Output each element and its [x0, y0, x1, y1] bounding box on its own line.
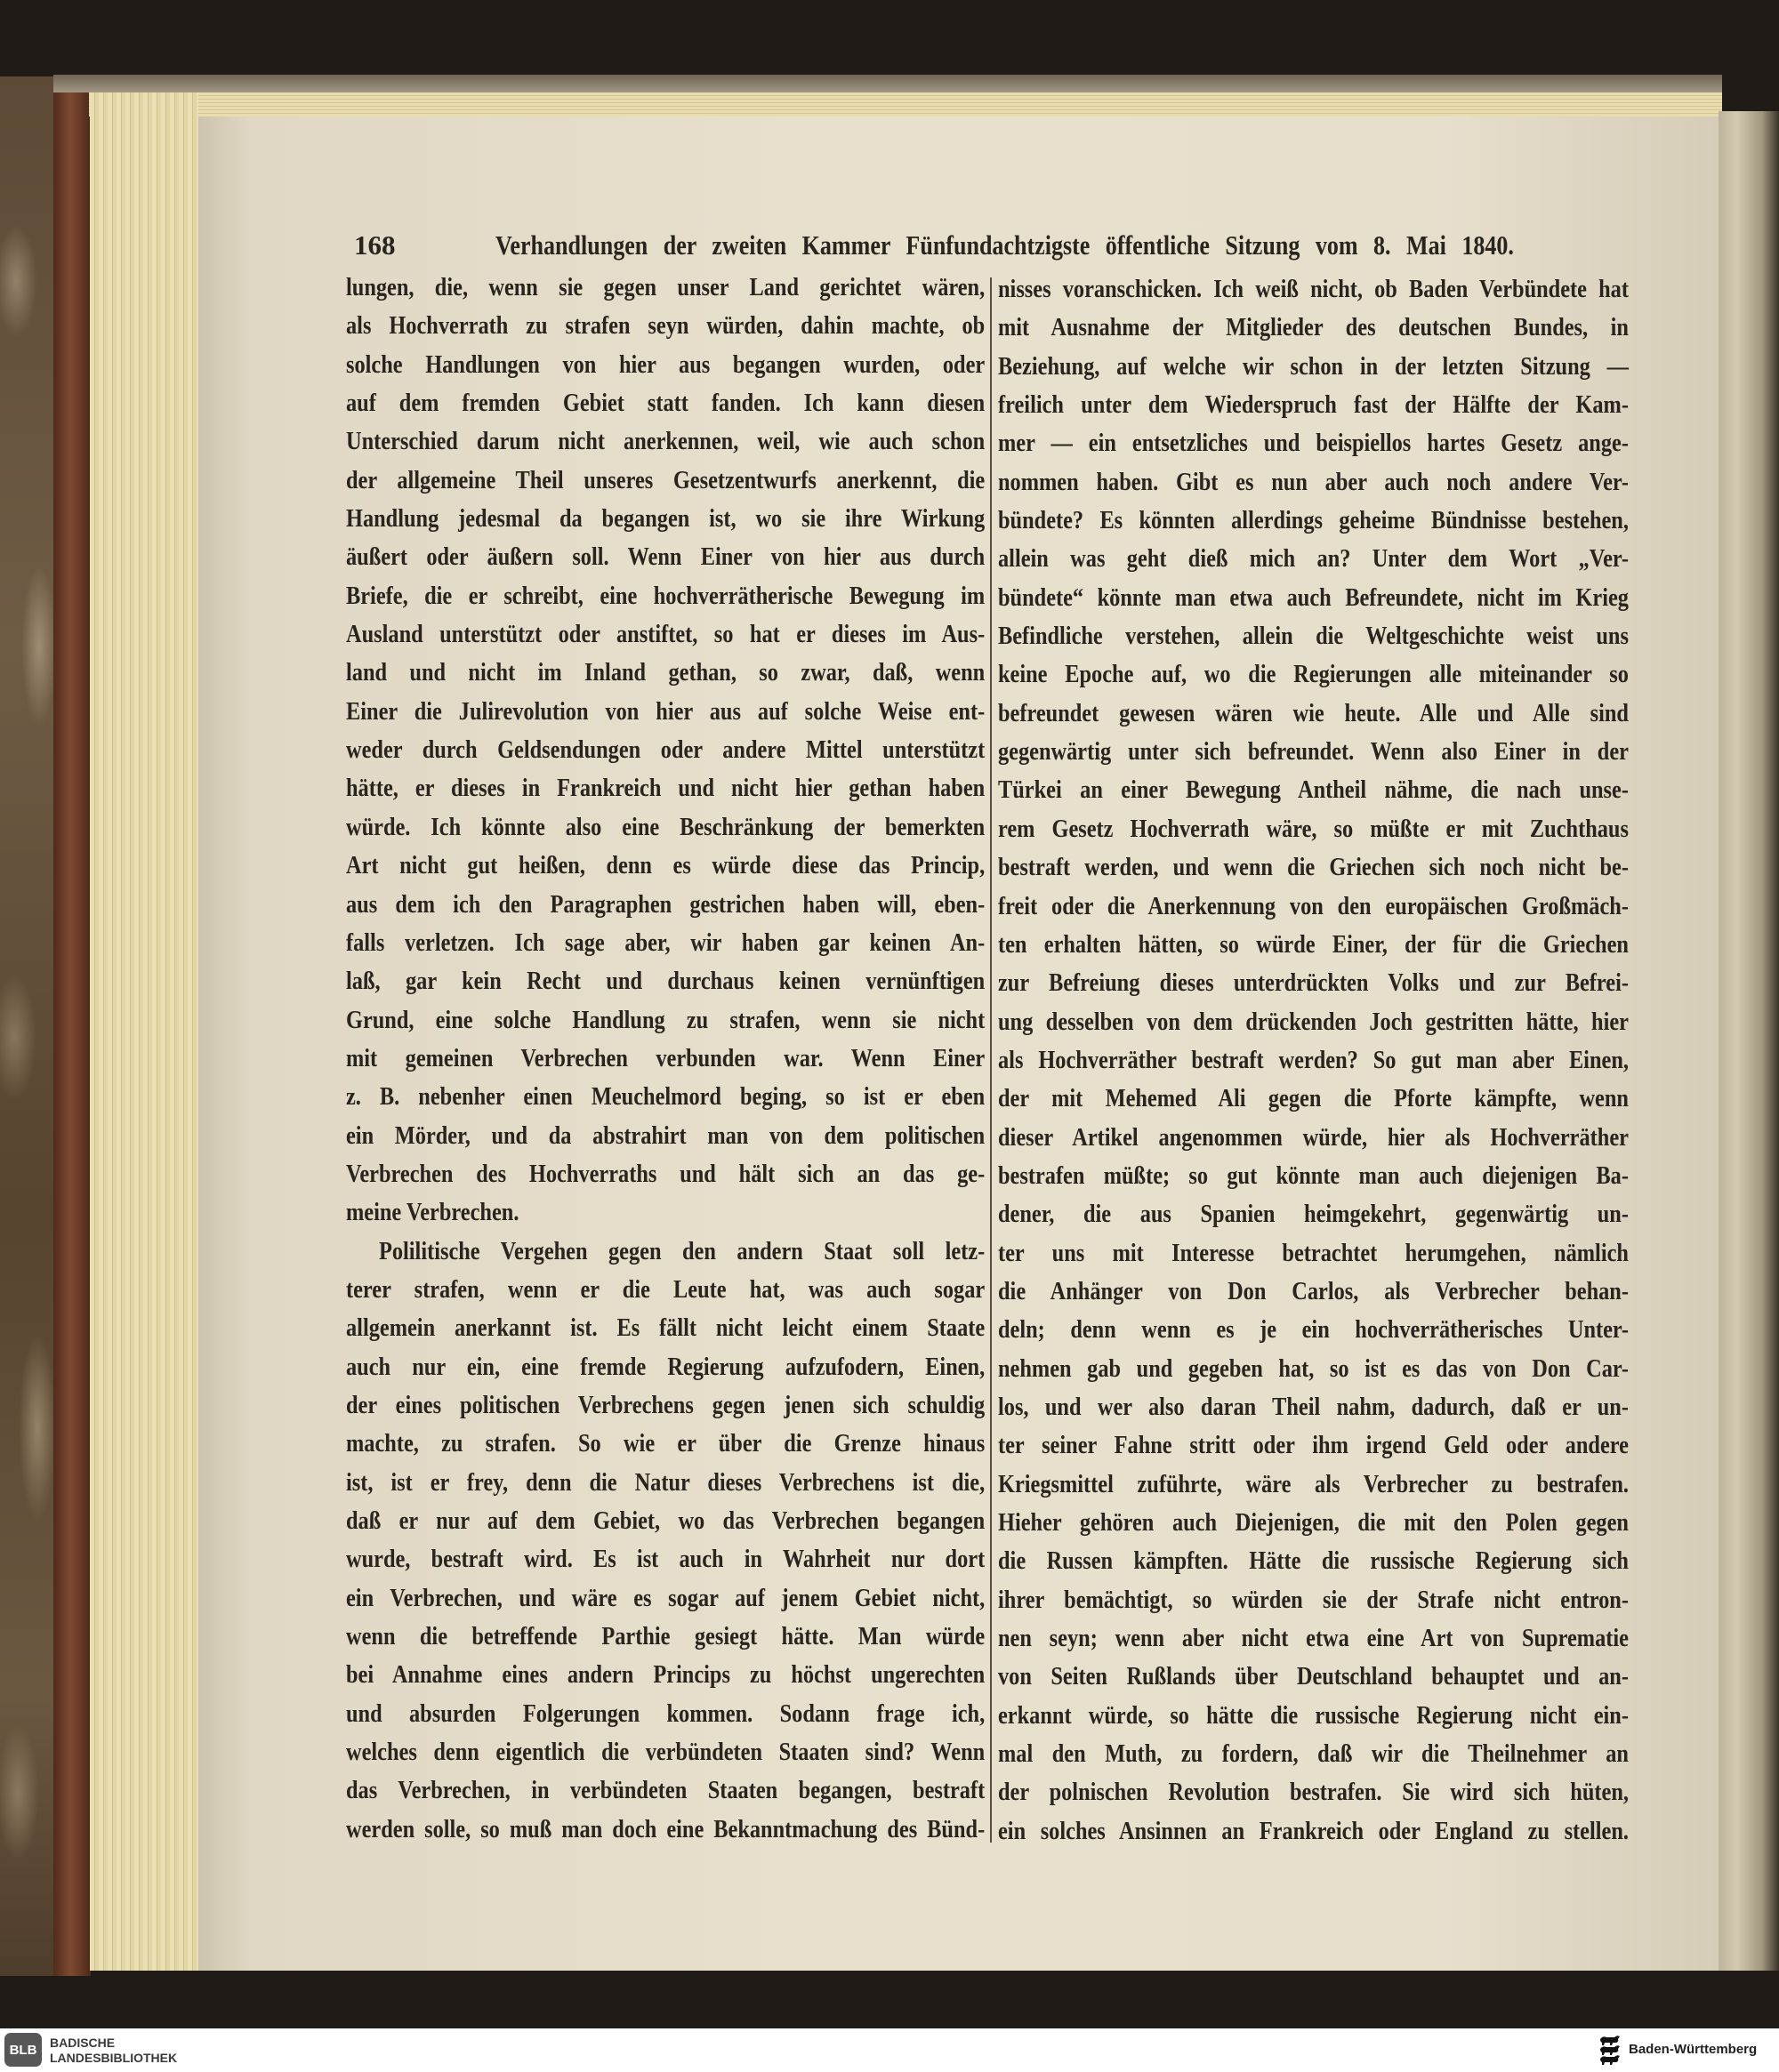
text-line: Beziehung, auf welche wir schon in der letzten Sitzung —: [998, 351, 1629, 381]
text-line: ung desselben von dem drückenden Joch gestritten hätte, hier: [998, 1007, 1629, 1036]
text-line: machte, zu strafen. So wie er über die Grenze hinaus: [346, 1429, 986, 1458]
text-line: keine Epoche auf, wo die Regierungen alle miteinander so: [998, 660, 1629, 689]
text-line: Polilitische Vergehen gegen den andern Staat soll letz-: [378, 1236, 986, 1265]
page-number: 168: [354, 229, 396, 261]
text-line: Einer die Julirevolution von hier aus auf solche Weise ent-: [346, 696, 986, 726]
text-line: Unterschied darum nicht anerkennen, weil, wie auch schon: [346, 427, 986, 456]
text-line: als Hochverräther bestraft werden? So gut man aber Einen,: [998, 1045, 1629, 1074]
text-line: Ausland unterstützt oder anstiftet, so hat er dieses im Aus-: [346, 620, 986, 649]
right-column-lines: [998, 270, 1629, 1851]
text-line: laß, gar kein Recht und durchaus keinen vernünftigen: [346, 967, 986, 996]
text-line: freilich unter dem Wiederspruch fast der Hälfte der Kam-: [998, 390, 1629, 420]
library-name-line-1: BADISCHE: [50, 2036, 116, 2050]
text-line: bestrafen müßte; so gut könnte man auch diejenigen Ba-: [998, 1160, 1629, 1190]
text-line: zur Befreiung dieses unterdrückten Volks und zur Befrei-: [998, 968, 1629, 998]
text-line: rem Gesetz Hochverrath wäre, so müßte er mit Zuchthaus: [998, 814, 1629, 843]
text-line: lungen, die, wenn sie gegen unser Land gerichtet wären,: [346, 273, 986, 301]
text-line: ein Mörder, und da abstrahirt man von dem politischen: [346, 1120, 986, 1150]
text-line: äußert oder äußern soll. Wenn Einer von hier aus durch: [346, 542, 986, 572]
text-line: Verbrechen des Hochverraths und hält sich an das ge-: [346, 1159, 986, 1188]
text-line: die Russen kämpften. Hätte die russische Regierung sich: [998, 1546, 1629, 1576]
text-line: bestraft werden, und wenn die Griechen sich noch nicht be-: [998, 853, 1629, 882]
text-line: ten erhalten hätten, so würde Einer, der für die Griechen: [998, 929, 1629, 959]
text-line: mit Ausnahme der Mitglieder des deutschen Bundes, in: [998, 313, 1629, 342]
text-line: bündete“ könnte man etwa auch Befreundete, nicht im Krieg: [998, 582, 1629, 612]
page-block-top-edge: [53, 75, 1722, 92]
text-line: nommen haben. Gibt es nun aber auch noch andere Ver-: [998, 467, 1629, 496]
text-line: ein solches Ansinnen an Frankreich oder England zu stellen.: [998, 1816, 1629, 1845]
text-line: werden solle, so muß man doch eine Bekanntmachung des Bünd-: [346, 1814, 986, 1843]
text-line: ist, ist er frey, denn die Natur dieses Verbrechens ist die,: [346, 1467, 986, 1497]
text-line: der allgemeine Theil unseres Gesetzentwurfs anerkennt, die: [346, 465, 986, 494]
text-line: das Verbrechen, in verbündeten Staaten begangen, bestraft: [346, 1776, 986, 1805]
text-line: falls verletzen. Ich sage aber, wir haben gar keinen An-: [346, 928, 986, 957]
book-spine-edge: [53, 76, 91, 1976]
text-line: Befindliche verstehen, allein die Weltgeschichte weist uns: [998, 622, 1629, 651]
text-line: Grund, eine solche Handlung zu strafen, wenn sie nicht: [346, 1005, 986, 1034]
text-line: Handlung jedesmal da begangen ist, wo sie ihre Wirkung: [346, 504, 986, 534]
text-line: Briefe, die er schreibt, eine hochverrätherische Bewegung im: [346, 581, 986, 610]
text-line: dieser Artikel angenommen würde, hier als Hochverräther: [998, 1122, 1629, 1152]
text-line: erkannt würde, so hätte die russische Regierung nicht ein-: [998, 1700, 1629, 1730]
text-line: land und nicht im Inland gethan, so zwar, daß, wenn: [346, 658, 986, 687]
text-line: der mit Mehemed Ali gegen die Pforte kämpfte, wenn: [998, 1084, 1629, 1113]
running-head-text: Verhandlungen der zweiten Kammer Fünfundachtzigste öffentliche Sitzung vom 8. Mai 1840.: [495, 229, 1514, 261]
text-line: terer strafen, wenn er die Leute hat, was auch sogar: [346, 1274, 986, 1304]
text-line: daß er nur auf dem Gebiet, wo das Verbrechen begangen: [346, 1506, 986, 1535]
text-line: bündete? Es könnten allerdings geheime Bündnisse bestehen,: [998, 506, 1629, 535]
text-line: Kriegsmittel zuführte, wäre als Verbrecher zu bestrafen.: [998, 1469, 1629, 1498]
library-name-line-2: LANDESBIBLIOTHEK: [50, 2051, 178, 2065]
text-line: ter uns mit Interesse betrachtet herumgehen, nämlich: [998, 1238, 1629, 1267]
text-line: nehmen gab und gegeben hat, so ist es das von Don Car-: [998, 1353, 1629, 1383]
text-line: deln; denn wenn es je ein hochverrätherisches Unter-: [998, 1315, 1629, 1345]
text-line: welches denn eigentlich die verbündeten Staaten sind? Wenn: [346, 1738, 986, 1767]
text-line: bei Annahme eines andern Princips zu höchst ungerechten: [346, 1660, 986, 1690]
text-line: z. B. nebenher einen Meuchelmord beging, so ist er eben: [346, 1082, 986, 1112]
text-line: von Seiten Rußlands über Deutschland behauptet und an-: [998, 1662, 1629, 1691]
text-line: ihrer bemächtigt, so würden sie der Strafe nicht entron-: [998, 1585, 1629, 1614]
running-head: [495, 228, 1514, 263]
blb-logo-text: BLB: [9, 2042, 37, 2058]
text-line: aus dem ich den Paragraphen gestrichen haben will, eben-: [346, 889, 986, 919]
text-line: hätte, er dieses in Frankreich und nicht hier gethan haben: [346, 774, 986, 803]
left-text-column: [346, 269, 985, 1851]
text-line: als Hochverrath zu strafen seyn würden, dahin machte, ob: [346, 311, 986, 341]
right-text-column: [998, 270, 1629, 1853]
text-line: befreundet gewesen wären wie heute. Alle und Alle sind: [998, 698, 1629, 727]
adjacent-page-edge: [1719, 111, 1779, 1971]
text-line: wurde, bestraft wird. Es ist auch in Wahrheit nur dort: [346, 1545, 986, 1574]
text-line: solche Handlungen von hier aus begangen wurden, oder: [346, 349, 986, 379]
left-column-lines: [346, 269, 985, 1849]
text-line: die Anhänger von Don Carlos, als Verbrecher behan-: [998, 1276, 1629, 1305]
text-line: mer — ein entsetzliches und beispiellos hartes Gesetz ange-: [998, 429, 1629, 458]
three-lions-icon: [1598, 2033, 1623, 2067]
text-line: auf dem fremden Gebiet statt fanden. Ich kann diesen: [346, 389, 986, 418]
text-line: nen seyn; wenn aber nicht etwa eine Art von Suprematie: [998, 1624, 1629, 1653]
text-line: allgemein anerkannt ist. Es fällt nicht leicht einem Staate: [346, 1313, 986, 1343]
library-footer-banner: [0, 2028, 1779, 2072]
text-line: Art nicht gut heißen, denn es würde diese das Princip,: [346, 851, 986, 880]
text-line: weder durch Geldsendungen oder andere Mittel unterstützt: [346, 735, 986, 765]
text-line: freit oder die Anerkennung von den europäischen Großmäch-: [998, 891, 1629, 920]
text-line: dener, die aus Spanien heimgekehrt, gegenwärtig un-: [998, 1200, 1629, 1229]
marbled-cover: [0, 76, 57, 1976]
text-line: mal den Muth, zu fordern, daß wir die Theilnehmer an: [998, 1739, 1629, 1769]
text-line: auch nur ein, eine fremde Regierung aufzufodern, Einen,: [346, 1352, 986, 1381]
text-line: mit gemeinen Verbrechen verbunden war. Wenn Einer: [346, 1043, 986, 1072]
column-divider: [990, 277, 992, 1843]
text-line: Türkei an einer Bewegung Antheil nähme, die nach unse-: [998, 775, 1629, 805]
text-line: und absurden Folgerungen kommen. Sodann frage ich,: [346, 1699, 986, 1728]
text-line: nisses voranschicken. Ich weiß nicht, ob Baden Verbündete hat: [998, 275, 1629, 303]
text-line: wenn die betreffende Parthie gesiegt hätte. Man würde: [346, 1622, 986, 1651]
page-stack-edge: [90, 92, 198, 1971]
text-line: Hieher gehören auch Diejenigen, die mit den Polen gegen: [998, 1508, 1629, 1537]
text-line: meine Verbrechen.: [346, 1198, 519, 1227]
state-label: Baden-Württemberg: [1629, 2042, 1758, 2057]
text-line: der eines politischen Verbrechens gegen jenen sich schuldig: [346, 1390, 986, 1419]
text-line: der polnischen Revolution bestrafen. Sie wird sich hüten,: [998, 1778, 1629, 1807]
text-line: gegenwärtig unter sich befreundet. Wenn also Einer in der: [998, 737, 1629, 767]
page-block-top-leaves: [89, 92, 1722, 116]
text-line: ter seiner Fahne stritt oder ihm irgend Geld oder andere: [998, 1431, 1629, 1460]
text-line: allein was geht dieß mich an? Unter dem Wort „Ver-: [998, 544, 1629, 574]
text-line: ein Verbrechen, und wäre es sogar auf jenem Gebiet nicht,: [346, 1583, 986, 1612]
text-line: würde. Ich könnte also eine Beschränkung der bemerkten: [346, 812, 986, 841]
blb-logo: [4, 2033, 42, 2067]
text-line: los, und wer also daran Theil nahm, dadurch, daß er un-: [998, 1392, 1629, 1421]
